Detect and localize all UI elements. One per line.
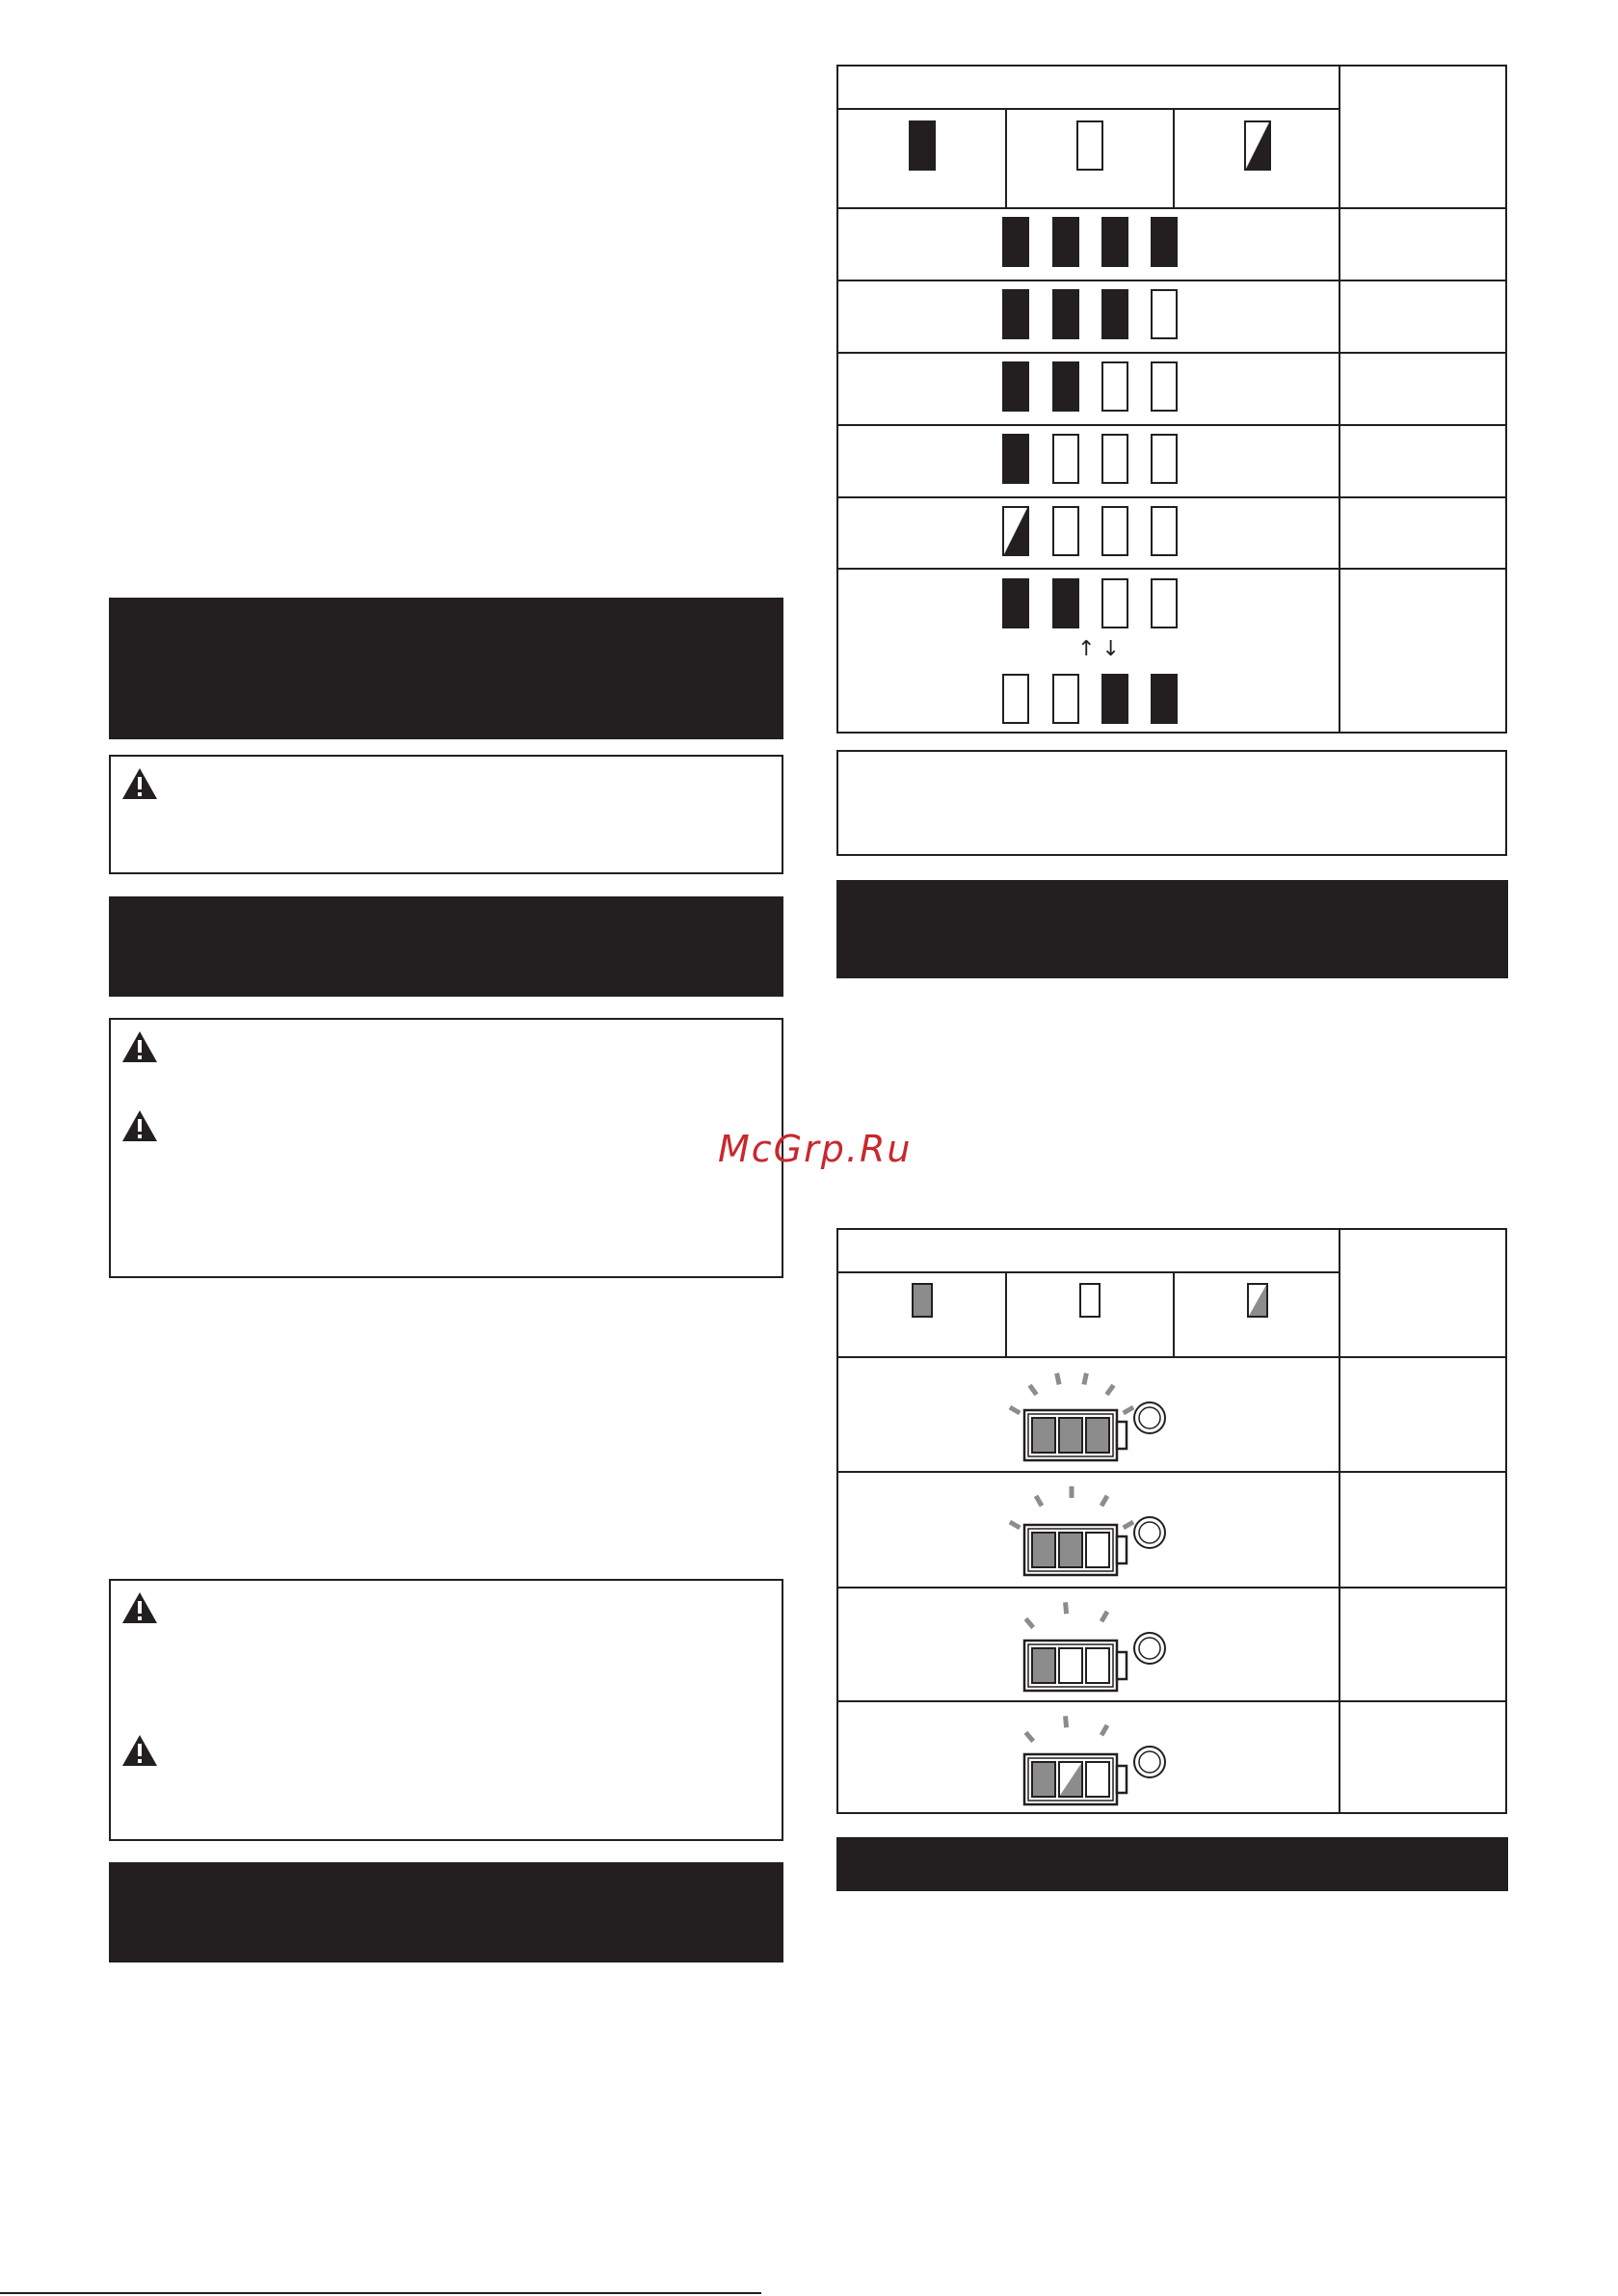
alternating-arrows-icon: ↑ ↓ — [1077, 637, 1120, 661]
indicator-lamp-off-icon — [1076, 120, 1103, 171]
indicator-lamp-on-icon — [1101, 289, 1128, 339]
indicator-lamp-off-icon — [1052, 434, 1079, 484]
watermark-text: McGrp.Ru — [718, 1128, 913, 1170]
indicator-lamp-off-icon — [1101, 506, 1128, 556]
indicator-lamp-off-icon — [1151, 361, 1178, 412]
indicator-lamp-on-icon — [1052, 578, 1079, 628]
indicator-lamp-on-icon — [912, 1283, 933, 1318]
warning-note-box-1 — [109, 755, 783, 874]
indicator-lamp-on-icon — [1002, 217, 1029, 267]
indicator-lamp-off-icon — [1052, 506, 1079, 556]
warning-note-box-3 — [109, 1579, 783, 1841]
battery-gauge-icon — [993, 1360, 1205, 1466]
section-header-bar-1 — [109, 598, 783, 739]
indicator-lamp-off-icon — [1052, 674, 1079, 724]
indicator-lamp-on-icon — [1151, 217, 1178, 267]
indicator-lamp-on-icon — [1002, 361, 1029, 412]
warning-note-box-2 — [109, 1018, 783, 1278]
indicator-lamp-on-icon — [1002, 289, 1029, 339]
indicator-lamp-off-icon — [1151, 578, 1178, 628]
indicator-lamp-blinking-icon — [1244, 120, 1271, 171]
footer-rule — [0, 2292, 761, 2294]
indicator-lamp-on-icon — [1151, 674, 1178, 724]
indicator-lamp-on-icon — [1052, 217, 1079, 267]
indicator-lamp-on-icon — [909, 120, 936, 171]
indicator-lamp-on-icon — [1002, 578, 1029, 628]
indicator-lamp-off-icon — [1101, 361, 1128, 412]
indicator-lamp-on-icon — [1101, 674, 1128, 724]
indicator-lamp-on-icon — [1002, 434, 1029, 484]
indicator-lamp-off-icon — [1101, 578, 1128, 628]
battery-gauge-icon — [993, 1475, 1205, 1581]
note-box-right — [836, 750, 1507, 856]
indicator-lamp-blinking-icon — [1002, 506, 1029, 556]
warning-triangle-icon — [120, 1733, 159, 1768]
section-header-bar-4 — [836, 880, 1508, 978]
section-header-bar-3 — [109, 1862, 783, 1962]
indicator-lamp-on-icon — [1052, 289, 1079, 339]
indicator-lamp-off-icon — [1151, 289, 1178, 339]
warning-triangle-icon — [120, 1590, 159, 1625]
indicator-lamp-off-icon — [1101, 434, 1128, 484]
warning-triangle-icon — [120, 1108, 159, 1143]
indicator-lamp-off-icon — [1002, 674, 1029, 724]
warning-triangle-icon — [120, 1029, 159, 1064]
indicator-lamp-off-icon — [1079, 1283, 1101, 1318]
battery-gauge-table — [836, 1228, 1507, 1814]
section-header-bar-2 — [109, 896, 783, 997]
battery-gauge-icon — [993, 1590, 1205, 1696]
indicator-lamp-off-icon — [1151, 434, 1178, 484]
indicator-lamp-off-icon — [1151, 506, 1178, 556]
battery-gauge-icon — [993, 1704, 1205, 1810]
warning-triangle-icon — [120, 766, 159, 801]
indicator-lamp-on-icon — [1101, 217, 1128, 267]
indicator-lamp-on-icon — [1052, 361, 1079, 412]
led-indicator-table — [836, 65, 1507, 734]
section-header-bar-5 — [836, 1837, 1508, 1891]
indicator-lamp-blinking-icon — [1247, 1283, 1268, 1318]
